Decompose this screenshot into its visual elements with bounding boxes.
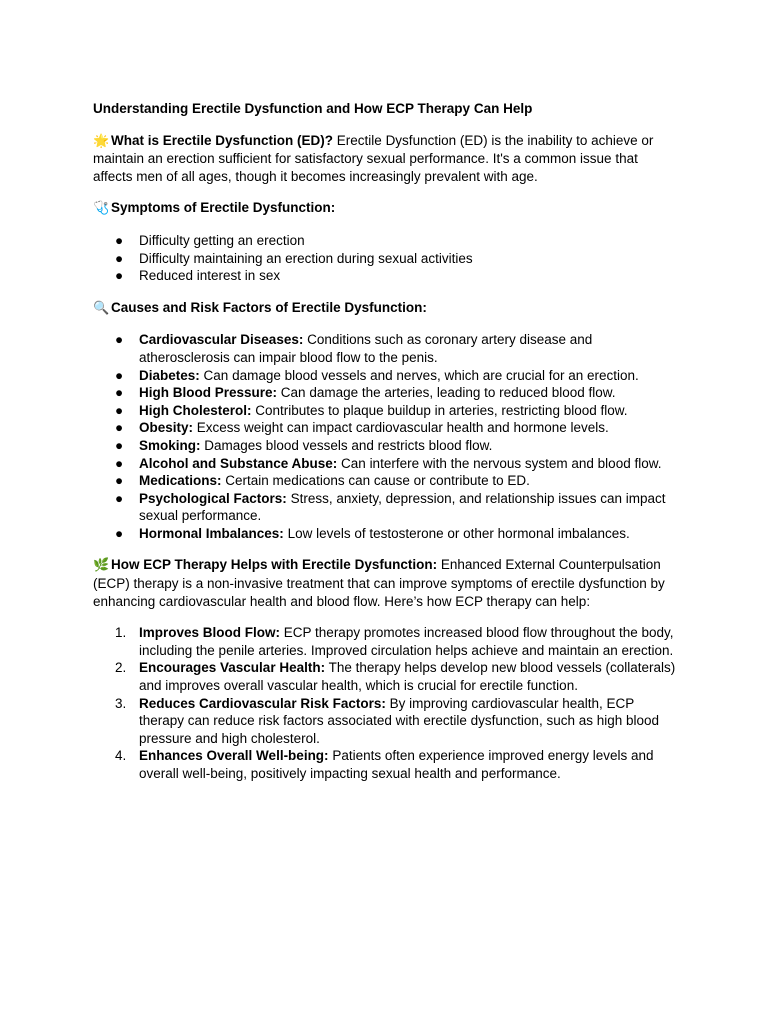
causes-heading-row — [93, 299, 678, 318]
document-page — [93, 100, 678, 797]
list-item: ● Difficulty maintaining an erection during sexual activities — [115, 250, 473, 266]
list-item: ● High Cholesterol: Contributes to plaque buildup in arteries, restricting blood flow. — [115, 402, 628, 418]
bullet-icon: ● — [115, 473, 124, 489]
list-item: ● Alcohol and Substance Abuse: Can interfere with the nervous system and blood flow. — [115, 455, 662, 471]
ecp-text: Enhanced External Counterpulsation (ECP) therapy is a non-invasive treatment that can improve symptoms of erectile dysfunction by enhancing cardiovascular health and blood flow. Here’s how ECP therapy can help: — [93, 557, 665, 609]
list-item: 2. Encourages Vascular Health: The therapy helps develop new blood vessels (collaterals) and improves overall vascular health, which is crucial for erectile function. — [115, 660, 676, 694]
bullet-icon: ● — [115, 402, 124, 418]
ecp-heading: How ECP Therapy Helps with Erectile Dysfunction: — [111, 557, 438, 573]
list-item: 1. Improves Blood Flow: ECP therapy promotes increased blood flow throughout the body, including the penile arteries. Improved circulation helps achieve and maintain an erection. — [115, 625, 674, 658]
list-item: ● Hormonal Imbalances: Low levels of testosterone or other hormonal imbalances. — [115, 525, 630, 541]
bullet-icon: ● — [115, 437, 124, 453]
what-is-section — [93, 132, 678, 186]
list-item: 3. Reduces Cardiovascular Risk Factors: By improving cardiovascular health, ECP therapy can reduce risk factors associated with erectile dysfunction, such as high blood pressure and high cholesterol. — [115, 695, 660, 746]
list-item: ● High Blood Pressure: Can damage the arteries, leading to reduced blood flow. — [115, 385, 616, 401]
bullet-icon: ● — [115, 232, 124, 248]
sun-icon: 🌟 — [93, 133, 110, 149]
bullet-icon: ● — [115, 385, 124, 401]
bullet-icon: ● — [115, 490, 124, 506]
causes-list — [93, 331, 678, 542]
symptoms-list — [93, 232, 678, 285]
bullet-icon: ● — [115, 455, 124, 471]
symptoms-heading: Symptoms of Erectile Dysfunction: — [111, 200, 336, 216]
what-is-text: Erectile Dysfunction (ED) is the inability to achieve or maintain an erection sufficient for satisfactory sexual performance. It's a common issue that affects men of all ages, though it becomes increasingly prevalent with age. — [93, 132, 654, 184]
ecp-benefits-list — [93, 624, 678, 782]
document-title: Understanding Erectile Dysfunction and How ECP Therapy Can Help — [93, 101, 533, 116]
causes-heading: Causes and Risk Factors of Erectile Dysfunction: — [111, 299, 427, 315]
list-item: ● Psychological Factors: Stress, anxiety, depression, and relationship issues can impact sexual performance. — [115, 490, 666, 524]
ecp-section — [93, 556, 678, 610]
magnifier-icon: 🔍 — [93, 300, 110, 316]
list-item: ● Reduced interest in sex — [115, 268, 281, 284]
bullet-icon: ● — [115, 525, 124, 541]
bullet-icon: ● — [115, 250, 124, 266]
herb-icon: 🌿 — [93, 558, 110, 574]
bullet-icon: ● — [115, 367, 124, 383]
what-is-heading: What is Erectile Dysfunction (ED)? — [111, 132, 334, 148]
stethoscope-icon: 🩺 — [93, 201, 110, 217]
list-item: ● Smoking: Damages blood vessels and restricts blood flow. — [115, 437, 493, 453]
list-item: ● Medications: Certain medications can cause or contribute to ED. — [115, 473, 530, 489]
bullet-icon: ● — [115, 420, 124, 436]
list-item: ● Cardiovascular Diseases: Conditions such as coronary artery disease and atherosclerosis can impair blood flow to the penis. — [115, 332, 593, 365]
symptoms-heading-row — [93, 199, 678, 218]
list-item: ● Difficulty getting an erection — [115, 232, 305, 248]
bullet-icon: ● — [115, 332, 124, 348]
list-item: ● Obesity: Excess weight can impact cardiovascular health and hormone levels. — [115, 420, 609, 436]
list-item: ● Diabetes: Can damage blood vessels and nerves, which are crucial for an erection. — [115, 367, 639, 383]
bullet-icon: ● — [115, 268, 124, 284]
list-item: 4. Enhances Overall Well-being: Patients often experience improved energy levels and overall well-being, positively impacting sexual health and performance. — [115, 748, 654, 781]
